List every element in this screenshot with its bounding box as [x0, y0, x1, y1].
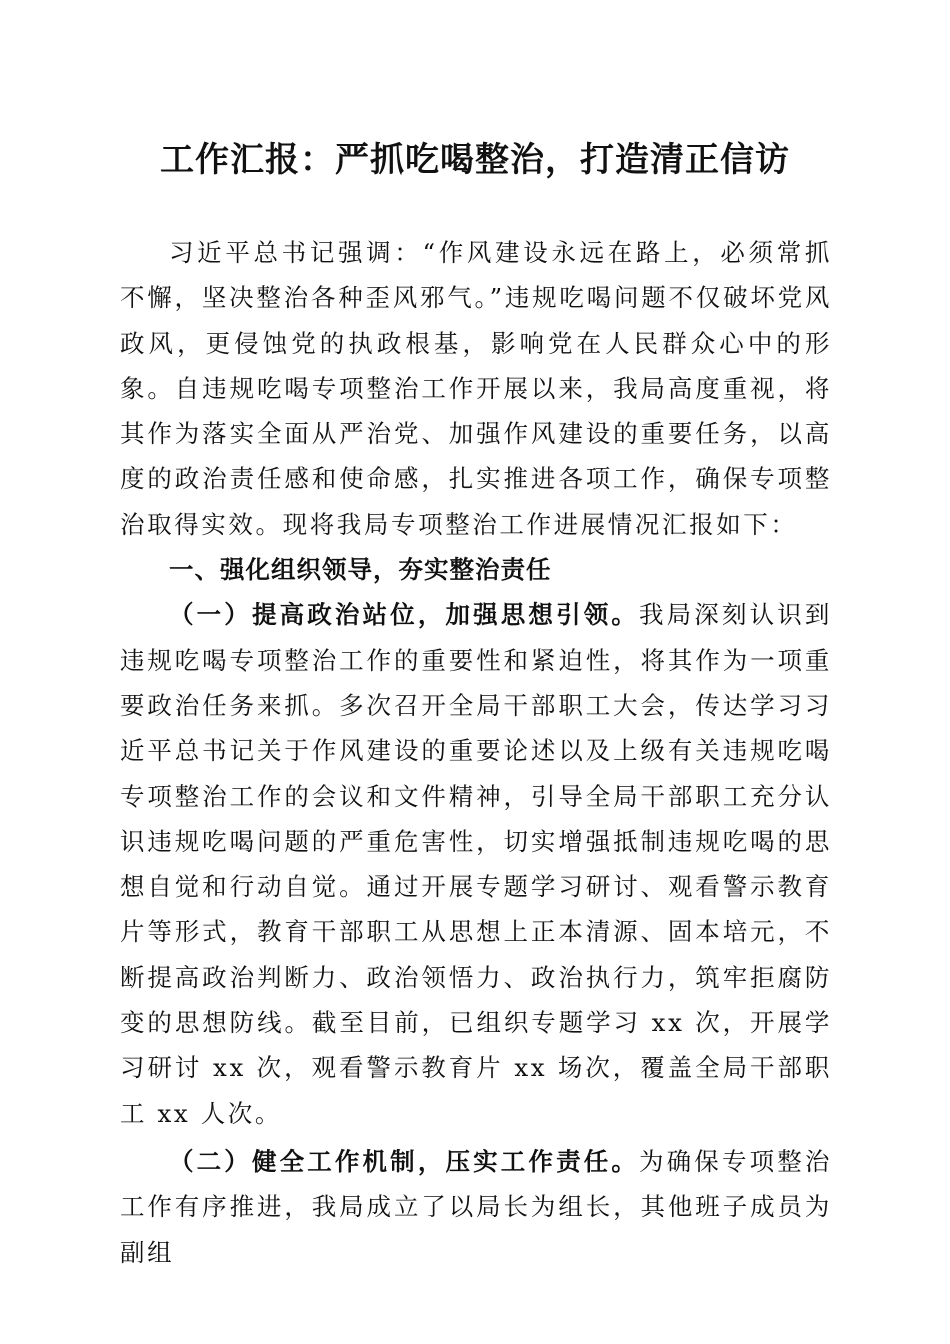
paragraph-1 — [120, 592, 832, 1136]
document-body — [120, 230, 832, 1275]
paragraph-1-text: 我局深刻认识到违规吃喝专项整治工作的重要性和紧迫性，将其作为一项重要政治任务来抓。多次召开全局干部职工大会，传达学习习近平总书记关于作风建设的重要论述以及上级有关违规吃喝专项整治工作的会议和文件精神，引导全局干部职工充分认识违规吃喝问题的严重危害性，切实增强抵制违规吃喝的思想自觉和行动自觉。通过开展专题学习研讨、观看警示教育片等形式，教育干部职工从思想上正本清源、固本培元，不断提高政治判断力、政治领悟力、政治执行力，筑牢拒腐防变的思想防线。截至目前，已组织专题学习 xx 次，开展学习研讨 xx 次，观看警示教育片 xx 场次，覆盖全局干部职工 xx 人次。 — [120, 600, 833, 1128]
section-heading-1: 一、强化组织领导，夯实整治责任 — [169, 555, 552, 585]
paragraph-2 — [120, 1139, 832, 1275]
intro-paragraph: 习近平总书记强调：“作风建设永远在路上，必须常抓不懈，坚决整治各种歪风邪气。”违规吃喝问题不仅破坏党风政风，更侵蚀党的执政根基，影响党在人民群众心中的形象。自违规吃喝专项整治工作开展以来，我局高度重视，将其作为落实全面从严治党、加强作风建设的重要任务，以高度的政治责任感和使命感，扎实推进各项工作，确保专项整治取得实效。现将我局专项整治工作进展情况汇报如下： — [120, 238, 832, 539]
document-title: 工作汇报：严抓吃喝整治，打造清正信访 — [160, 140, 790, 180]
paragraph-1-lead: （一）提高政治站位，加强思想引领。 — [169, 600, 640, 630]
paragraph-2-text: 为确保专项整治工作有序推进，我局成立了以局长为组长，其他班子成员为副组 — [120, 1146, 833, 1267]
paragraph-2-lead: （二）健全工作机制，压实工作责任。 — [169, 1146, 640, 1176]
